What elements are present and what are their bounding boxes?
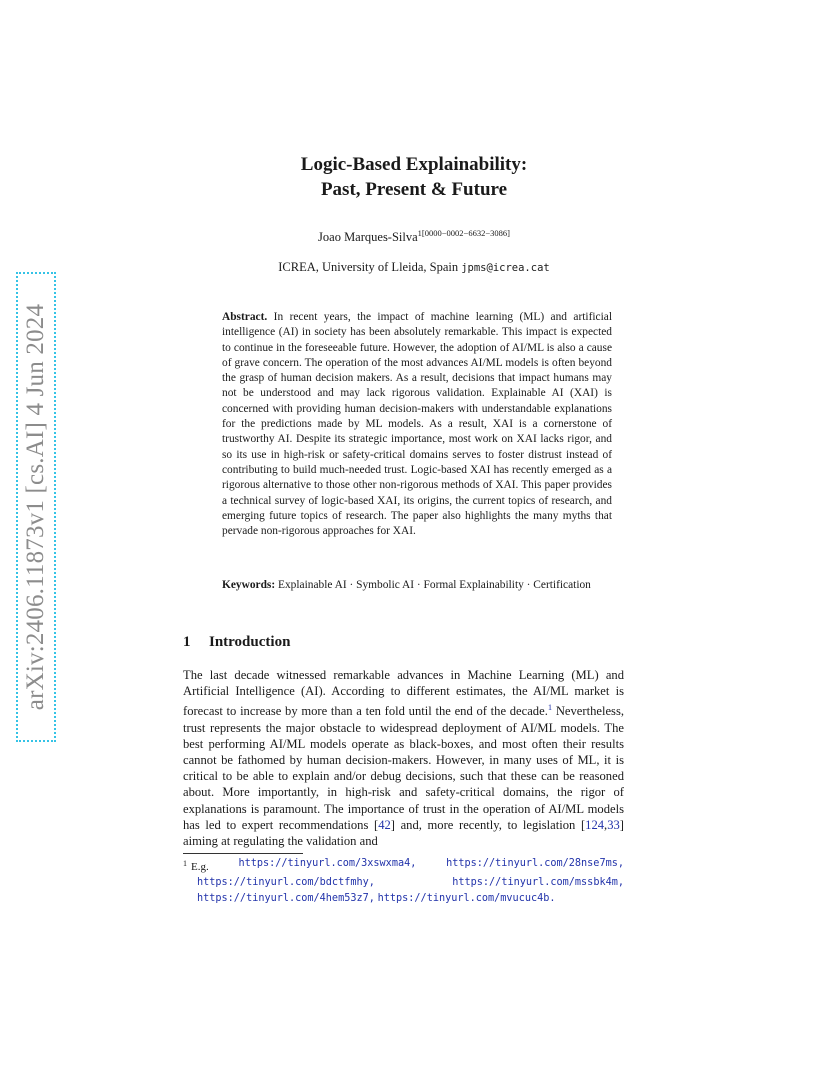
body-text-2: Nevertheless, trust represents the major obstacle to widespread deployment of AI/ML models. The best performing AI/ML models operate as black-boxes, and most often their results cannot be fathomed by human decision-makers. However, in many uses of ML, it is critical to be able to explain and/or debug decisions, such that these can be reasoned about. More importantly, in high-risk and safety-critical domains, the rigor of explanations is paramount. The importance of trust in the operation of AI/ML models has led to expert recommendations [ xyxy=(183,704,625,832)
footnote-line xyxy=(183,891,624,906)
keywords-text: Explainable AI · Symbolic AI · Formal Explainability · Certification xyxy=(278,579,591,591)
paper-title xyxy=(0,152,828,202)
footnote-url[interactable]: https://tinyurl.com/28nse7ms, xyxy=(446,858,624,869)
body-text-4: ] aiming at regulating the validation and xyxy=(183,817,624,849)
arxiv-stamp xyxy=(16,272,56,742)
citation-link[interactable]: 33 xyxy=(607,817,620,832)
footnote-url[interactable]: https://tinyurl.com/4hem53z7, xyxy=(197,892,375,904)
abstract xyxy=(222,310,612,539)
keywords-label: Keywords: xyxy=(222,579,276,591)
title-line-1: Logic-Based Explainability: xyxy=(300,154,528,175)
arxiv-id: arXiv:2406.11873v1 [cs.AI] 4 Jun 2024 xyxy=(22,303,49,711)
body-text-1: The last decade witnessed remarkable advances in Machine Learning (ML) and Artificial Intelligence (AI). According to different estimates, the AI/ML market is forecast to increase by more than a ten fold until the end of the decade. xyxy=(183,668,624,719)
body-text-3: ] and, more recently, to legislation [ xyxy=(390,817,586,832)
citation-link[interactable]: 42 xyxy=(378,817,391,832)
affiliation-line xyxy=(0,260,828,275)
footnote-url[interactable]: https://tinyurl.com/mvucuc4b. xyxy=(377,892,556,904)
footnote-prefix: E.g. xyxy=(191,861,209,873)
citation-separator: , xyxy=(604,817,608,832)
footnote-mark: 1 xyxy=(183,859,187,868)
author-orcid: 1[0000−0002−6632−3086] xyxy=(417,228,510,238)
section-heading xyxy=(183,634,290,651)
section-title: Introduction xyxy=(209,634,291,650)
footnote xyxy=(183,856,624,906)
title-line-2: Past, Present & Future xyxy=(320,179,508,200)
author-line xyxy=(0,228,828,245)
footnote-line xyxy=(183,875,624,890)
affiliation: ICREA, University of Lleida, Spain xyxy=(278,260,459,274)
section-number: 1 xyxy=(183,634,191,650)
author-email[interactable]: jpms@icrea.cat xyxy=(461,262,550,274)
footnote-ref[interactable]: 1 xyxy=(547,702,553,713)
author-name: Joao Marques-Silva xyxy=(318,230,418,244)
footnote-line xyxy=(183,856,624,875)
citation-link[interactable]: 124 xyxy=(585,817,605,832)
footnote-url[interactable]: https://tinyurl.com/bdctfmhy, xyxy=(197,877,375,889)
abstract-label: Abstract. xyxy=(222,311,268,323)
footnote-url[interactable]: https://tinyurl.com/mssbk4m, xyxy=(452,877,624,889)
footnote-url[interactable]: https://tinyurl.com/3xswxma4, xyxy=(238,858,417,869)
abstract-text: In recent years, the impact of machine learning (ML) and artificial intelligence (AI) in society has been absolutely remarkable. This impact is expected to continue in the foreseeable future. However, the adoption of AI/ML is also a cause of grave concern. The operation of the most advances AI/ML models is often beyond the grasp of human decision makers. As a result, decisions that impact humans may not be understood and may lack rigorous validation. Explainable AI (XAI) is concerned with providing human decision-makers with understandable explanations for the predictions made by ML models. As a result, XAI is a cornerstone of trustworthy AI. Despite its strategic importance, most work on XAI lacks rigor, and so its use in high-risk or safety-critical domains serves to foster distrust instead of contributing to build much-needed trust. Logic-based XAI has recently emerged as a rigorous alternative to those other non-rigorous methods of XAI. This paper provides a technical survey of logic-based XAI, its origins, the current topics of research, and emerging future topics of research. The paper also highlights the many myths that pervade non-rigorous approaches for XAI. xyxy=(222,311,612,538)
keywords xyxy=(222,578,612,593)
body-paragraph xyxy=(183,667,624,849)
footnote-rule xyxy=(183,853,303,854)
